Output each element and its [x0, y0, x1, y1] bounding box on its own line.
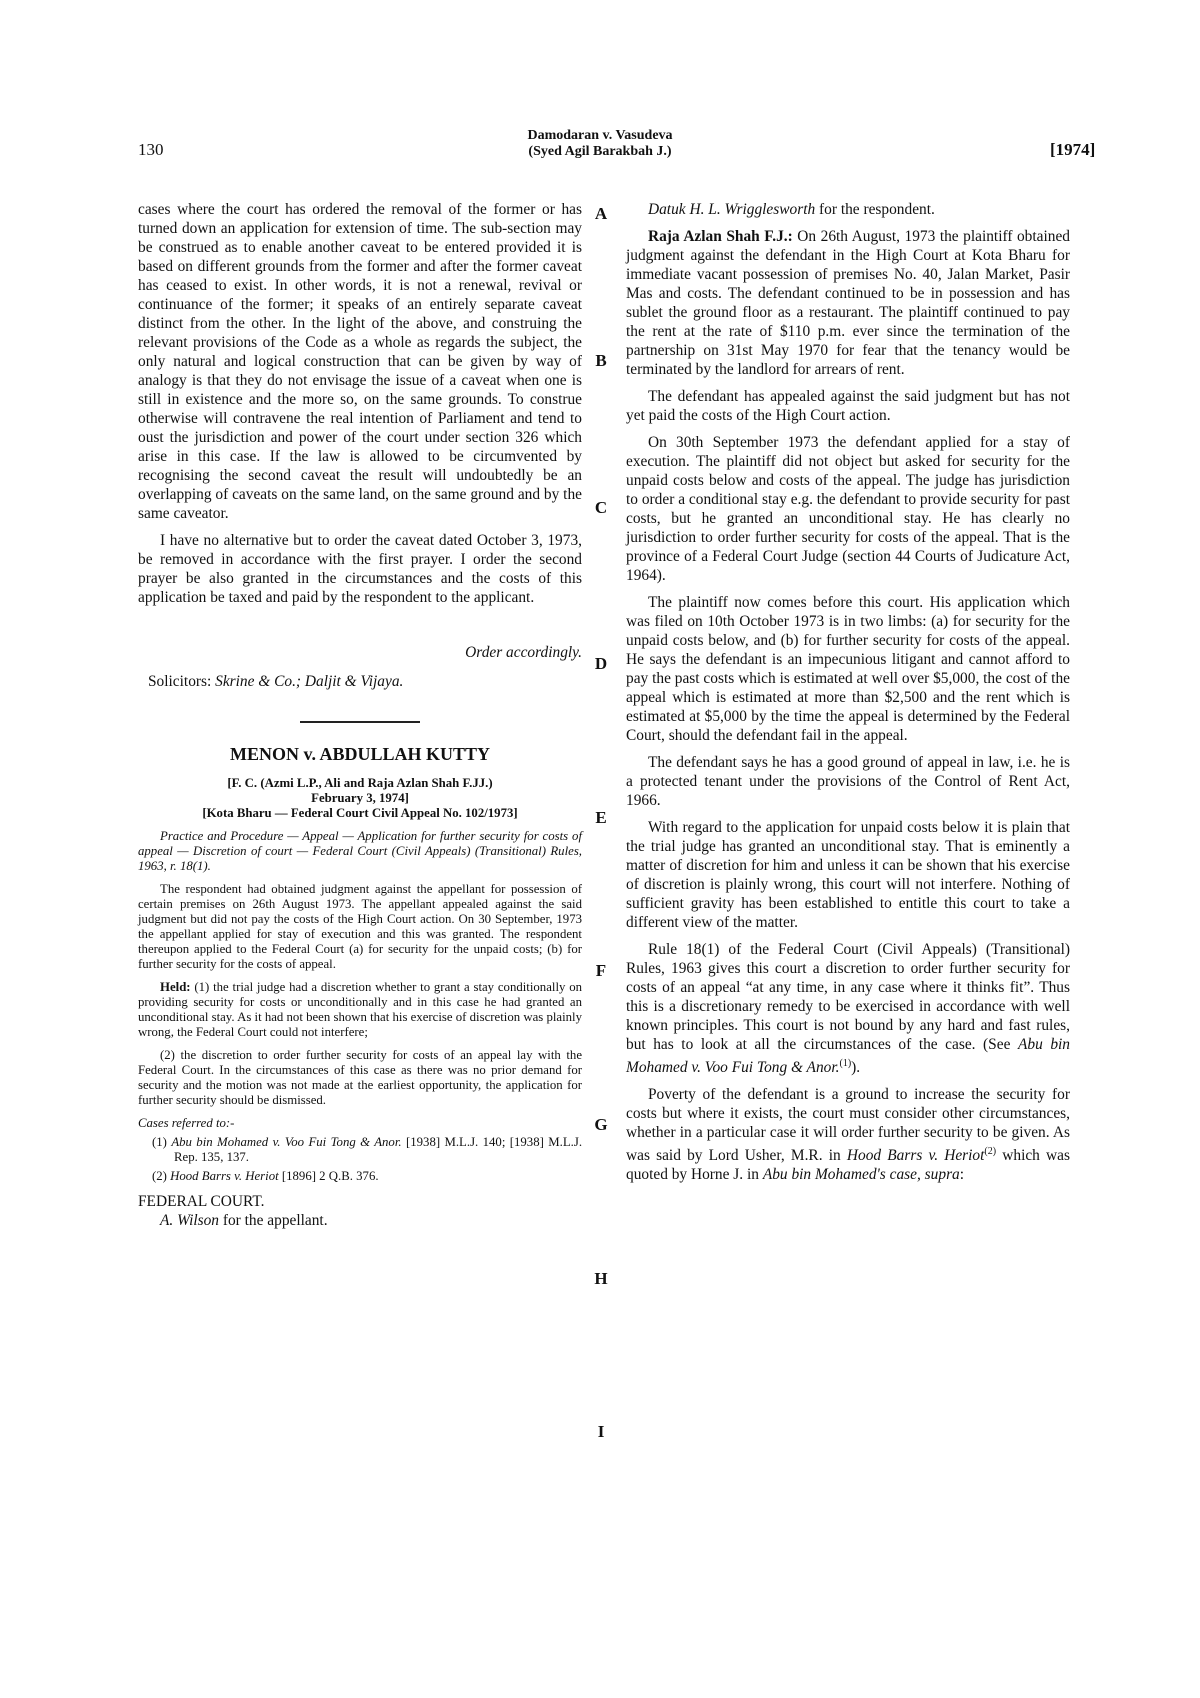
margin-letter-h: H — [594, 1269, 608, 1288]
judgment-paragraph-1 — [626, 227, 1070, 379]
cases-referred-heading: Cases referred to:- — [138, 1116, 235, 1130]
margin-letter-f: F — [595, 961, 607, 980]
left-paragraph-1: cases where the court has ordered the removal of the former or has turned down an application for extension of time. The sub-section may be construed as to enable another caveat to be entered provided it is based on different grounds from the former and after the former caveat has ceased to exist. In other words, it is not a renewal, revival or continuance of the former; it speaks of an entirely separate caveat distinct from the other. In the light of the above, and construing the relevant provisions of the Code as a whole as regards the subject, the only natural and logical construction that can be given by way of analogy is that they do not envisage the issue of a caveat when one is still in existence and the more so, on the same grounds. To construe otherwise will contravene the real intention of Parliament and tend to oust the jurisdiction and power of the court under section 326 which arise in this case. If the law is allowed to be circumvented by recognising the second caveat the result will undoubtedly be an overlapping of caveats on the same land, on the same ground and by the same caveator. — [138, 201, 582, 522]
margin-letter-e: E — [595, 808, 607, 827]
counsel-appellant-role: for the appellant. — [222, 1212, 328, 1229]
held-2: (2) the discretion to order further security for costs of an appeal lay with the Federal Court. In the circumstances of this case as there was no prior demand for security and the motion was not made at the earliest opportunity, the application for further security should be dismissed. — [138, 1048, 582, 1107]
judgment-paragraph-7-end: ). — [851, 1059, 861, 1077]
running-case-name: Damodaran v. Vasudeva — [527, 128, 673, 143]
bench: [F. C. (Azmi L.P., Ali and Raja Azlan Shah F.JJ.) — [227, 776, 493, 790]
counsel-respondent-name: Datuk H. L. Wrigglesworth — [648, 201, 816, 218]
judgment-paragraph-1-text: On 26th August, 1973 the plaintiff obtained judgment against the defendant in the High Court at Kota Bharu for immediate vacant possession of premises No. 40, Jalan Market, Pasir Mas and costs. The defendant continued to be in possession and has sublet the ground floor as a restaurant. The plaintiff continued to pay the rent at the rate of $110 p.m. ever since the termination of the partnership on 31st May 1970 for fear that the tenancy would be terminated by the landlord for arrears of rent. — [626, 228, 1070, 378]
footnote-ref-2: (2) — [984, 1146, 997, 1158]
judgment-paragraph-6: With regard to the application for unpaid costs below it is plain that the trial judge has granted an unconditional stay. That is eminently a matter of discretion for him and unless it can be shown that his exercise of discretion is plainly wrong, this court will not interfere. Nothing of sufficient gravity has been established to entitle this court to take a different view of the matter. — [626, 819, 1070, 931]
judgment-paragraph-7-text: Rule 18(1) of the Federal Court (Civil Appeals) (Transitional) Rules, 1963 gives this court a discretion to order further security for costs of an appeal “at any time, in any case where it thinks fit”. Thus this is a discretionary remedy to be exercised in accordance with well known principles. This court is not bound by any hard and fast rules, but has to look at all the circumstances of the case. (See — [626, 941, 1070, 1053]
cited-case-3: Abu bin Mohamed's case, supra — [762, 1166, 960, 1184]
reference-2-citation: [1896] 2 Q.B. 376. — [281, 1169, 379, 1183]
reference-1-number: (1) — [152, 1135, 167, 1149]
margin-letter-i: I — [597, 1422, 605, 1441]
running-case-title — [470, 128, 730, 160]
judgment-paragraph-3: On 30th September 1973 the defendant applied for a stay of execution. The plaintiff did not object but asked for security for the unpaid costs below and costs of the appeal. The judge has jurisdiction to order a conditional stay e.g. the defendant to provide security for past costs, but he granted an unconditional stay. He has clearly no jurisdiction to order further security for costs of the appeal. That is the province of a Federal Court Judge (section 44 Courts of Judicature Act, 1964). — [626, 434, 1070, 584]
counsel-appellant-name: A. Wilson — [160, 1212, 219, 1229]
counsel-respondent-role: for the respondent. — [819, 201, 935, 218]
judgment-paragraph-8-text: Poverty of the defendant is a ground to increase the security for costs but where it exists, the court must consider other circumstances, whether in a particular case it will order further security to be given. As was said by Lord Usher, M.R. in — [626, 1086, 1070, 1165]
catchwords: Practice and Procedure — Appeal — Application for further security for costs of appeal — Discretion of court — Federal Court (Civil Appeals) (Transitional) Rules, 1963, r. 18(1). — [138, 829, 582, 873]
case-title: MENON v. ABDULLAH KUTTY — [229, 744, 491, 764]
judgment-paragraph-8 — [626, 1085, 1070, 1184]
judgment-paragraph-2: The defendant has appealed against the said judgment but has not yet paid the costs of the High Court action. — [626, 388, 1070, 424]
margin-letter-g: G — [594, 1115, 608, 1134]
footnote-ref-1: (1) — [839, 1058, 852, 1069]
judgment-paragraph-7 — [626, 940, 1070, 1077]
reference-1-case: Abu bin Mohamed v. Voo Fui Tong & Anor. — [171, 1135, 402, 1149]
judge-name: Raja Azlan Shah F.J.: — [648, 228, 793, 245]
decision-date: February 3, 1974] — [311, 791, 409, 805]
running-header — [0, 128, 1200, 178]
cited-case-2: Hood Barrs v. Heriot — [846, 1147, 985, 1165]
solicitors-names: Skrine & Co.; Daljit & Vijaya. — [215, 673, 404, 690]
court-reference: [Kota Bharu — Federal Court Civil Appeal No. 102/1973] — [202, 806, 518, 820]
reference-2-number: (2) — [152, 1169, 167, 1183]
held-label: Held: — [160, 980, 191, 994]
section-divider — [300, 721, 420, 723]
counsel-respondent — [626, 200, 1070, 219]
margin-letter-a: A — [594, 204, 608, 223]
judgment-paragraph-5: The defendant says he has a good ground of appeal in law, i.e. he is a protected tenant under the provisions of the Control of Rent Act, 1966. — [626, 754, 1070, 809]
order-line: Order accordingly. — [465, 644, 582, 661]
solicitors-label: Solicitors: — [148, 673, 212, 690]
reference-1 — [138, 1135, 582, 1165]
right-column — [626, 200, 1070, 1184]
left-paragraph-2: I have no alternative but to order the caveat dated October 3, 1973, be removed in accordance with the first prayer. I order the second prayer be also granted in the circumstances and the costs of this application be taxed and paid by the respondent to the applicant. — [138, 532, 582, 606]
left-column — [138, 200, 582, 1230]
margin-letters — [586, 200, 616, 1620]
margin-letter-c: C — [594, 498, 608, 517]
judgment-paragraph-8-mid: which was quoted by Horne J. in — [626, 1147, 1070, 1184]
page-number: 130 — [138, 140, 164, 159]
judgment-paragraph-4: The plaintiff now comes before this court. His application which was filed on 10th October 1973 is in two limbs: (a) for security for the unpaid costs below, and (b) for further security for costs of the appeal. He says the defendant is an impecunious litigant and cannot afford to pay the past costs which is estimated at well over $5,000, the cost of the appeal which is estimated at more than $2,500 and the rent which is estimated at $5,000 by the time the appeal is determined by the Federal Court, should the defendant fail in the appeal. — [626, 594, 1070, 744]
margin-letter-d: D — [594, 654, 608, 673]
judgment-paragraph-8-end: : — [959, 1166, 965, 1184]
solicitors-line — [138, 672, 582, 691]
running-judge: (Syed Agil Barakbah J.) — [528, 144, 672, 159]
report-year: [1974] — [1050, 140, 1096, 159]
counsel-appellant — [138, 1211, 582, 1230]
headnote-facts: The respondent had obtained judgment against the appellant for possession of certain premises on 26th August 1973. The appellant appealed against the said judgment but did not pay the costs of the High Court action. On 30 September, 1973 the appellant applied for stay of execution and this was granted. The respondent thereupon applied to the Federal Court (a) for security for the unpaid costs; (b) for further security for the costs of appeal. — [138, 882, 582, 971]
reference-2 — [138, 1169, 582, 1184]
held-1-text: (1) the trial judge had a discretion whether to grant a stay conditionally on providing security for costs or unconditionally and in this case he had granted an unconditional stay. As it had not been shown that his exercise of discretion was plainly wrong, the Federal Court could not interfere; — [138, 980, 582, 1039]
court-name: FEDERAL COURT. — [138, 1193, 265, 1210]
held-1 — [138, 980, 582, 1040]
cited-case-1: Abu bin Mohamed v. Voo Fui Tong & Anor. — [626, 1036, 1070, 1077]
margin-letter-b: B — [595, 351, 607, 370]
reference-2-case: Hood Barrs v. Heriot — [170, 1169, 279, 1183]
reference-1-citation: [1938] M.L.J. 140; [1938] M.L.J. Rep. 135, 137. — [174, 1135, 583, 1164]
